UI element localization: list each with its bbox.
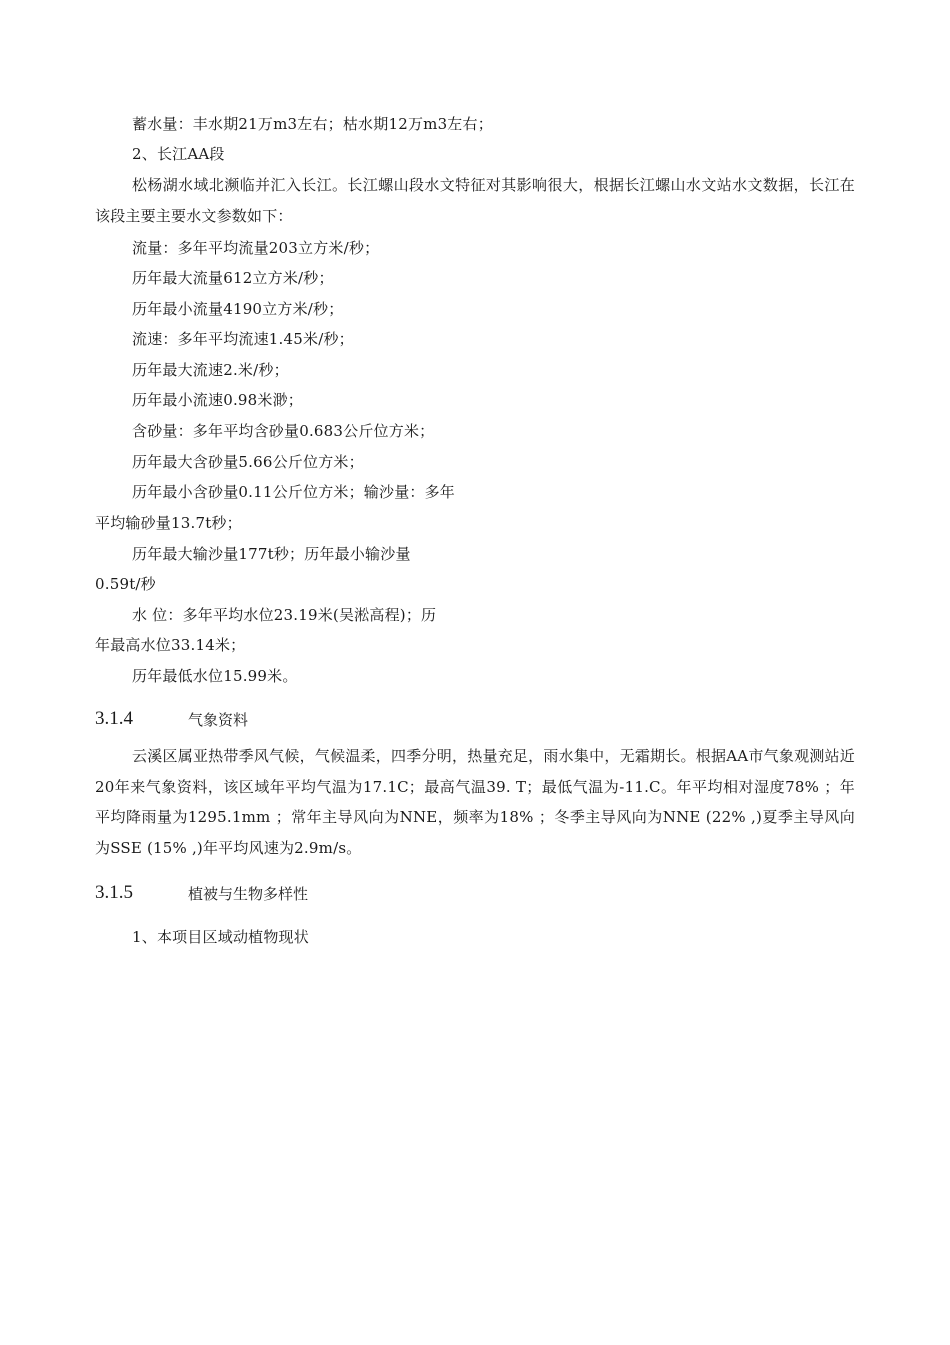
water-level-max-line: 年最高水位33.14米； [95,636,246,654]
water-level-min-line: 历年最低水位15.99米。 [132,667,298,685]
sand-min-line: 历年最小含砂量0.11公斤位方米；输沙量：多年 [132,483,456,501]
transport-max-line: 历年最大输沙量177t秒；历年最小输沙量 [132,545,411,563]
water-storage-line: 蓄水量：丰水期21万m3左右；枯水期12万m3左右； [132,115,493,133]
section-title-vegetation: 植被与生物多样性 [188,885,309,903]
item-heading-yangtze: 2、长江AA段 [132,145,225,163]
section-title-meteorology: 气象资料 [188,711,249,729]
speed-min-line: 历年最小流速0.98米渺； [132,391,303,409]
yangtze-intro-paragraph: 松杨湖水域北濒临并汇入长江。长江螺山段水文特征对其影响很大，根据长江螺山水文站水文数据，长江在该段主要主要水文参数如下： [95,176,855,225]
flow-max-line: 历年最大流量612立方米/秒； [132,269,334,287]
sand-transport-average-line: 平均输砂量13.7t秒； [95,514,242,532]
sand-max-line: 历年最大含砂量5.66公斤位方米； [132,453,364,471]
item-heading-flora-fauna: 1、本项目区域动植物现状 [132,928,309,946]
flow-average-line: 流量：多年平均流量203立方米/秒； [132,239,380,257]
transport-min-line: 0.59t/秒 [95,575,156,593]
meteorology-paragraph: 云溪区属亚热带季风气候，气候温柔，四季分明，热量充足，雨水集中，无霜期长。根据AA市气象观测站近20年来气象资料，该区域年平均气温为17.1C；最高气温39. T；最低气温为-11.C。年平均相对湿度78% ；年平均降雨量为1295.1mm ；常年主导风向为NNE，频率为18% ；冬季主导风向为NNE (22% ,)夏季主导风向为SSE (15% ,)年平均风速为2.9m/s。 [95,747,856,857]
sand-average-line: 含砂量：多年平均含砂量0.683公斤位方米； [132,422,435,440]
flow-min-line: 历年最小流量4190立方米/秒； [132,300,344,318]
section-number-3-1-4: 3.1.4 [95,708,133,729]
speed-average-line: 流速：多年平均流速1.45米/秒； [132,330,354,348]
section-number-3-1-5: 3.1.5 [95,882,133,903]
water-level-average-line: 水 位：多年平均水位23.19米(吴淞高程)；历 [132,606,437,624]
speed-max-line: 历年最大流速2.米/秒； [132,361,289,379]
